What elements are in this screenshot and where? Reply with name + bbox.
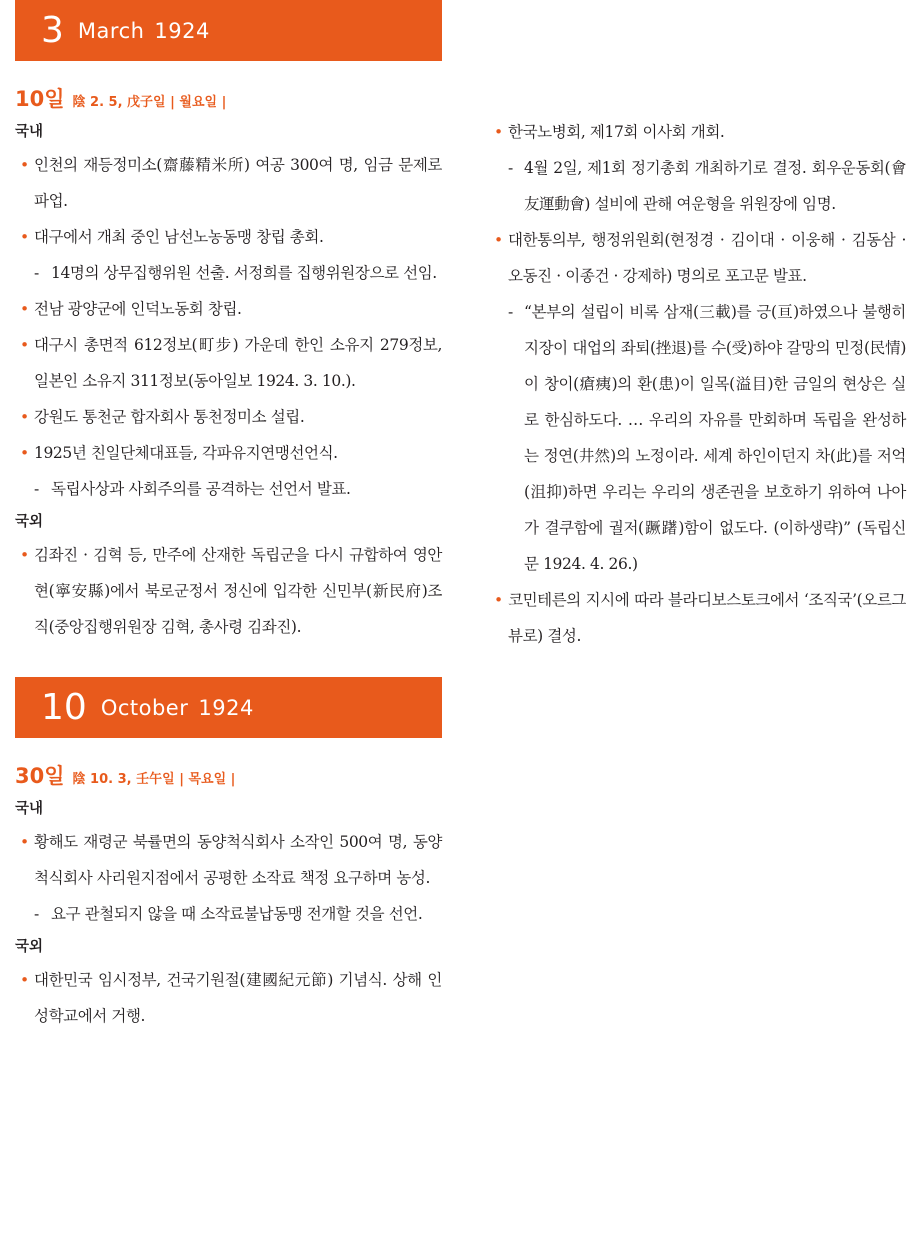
event-item: • 황해도 재령군 북률면의 동양척식회사 소작인 500여 명, 동양척식회사 사리원지점에서 공평한 소작료 책정 요구하며 농성. (15, 824, 442, 896)
lunar-date-weekday: 陰 2. 5, 戊子일 | 월요일 | (72, 95, 227, 110)
day-heading (15, 83, 442, 117)
section-domestic: 국내 (15, 801, 44, 817)
month-banner-october (15, 677, 442, 738)
event-item: • 인천의 재등정미소(齋藤精米所) 여공 300여 명, 임금 문제로 파업. (15, 147, 442, 219)
section-foreign: 국외 (15, 514, 44, 530)
month-number: 3 (41, 10, 64, 51)
month-banner-march (15, 0, 442, 61)
event-item: • 김좌진 · 김혁 등, 만주에 산재한 독립군을 다시 규합하여 영안현(寧安縣)에서 북로군정서 정신에 입각한 신민부(新民府)조직(중앙집행위원장 김혁, 총사령 김좌진). (15, 537, 442, 645)
event-item: • 코민테른의 지시에 따라 블라디보스토크에서 ‘조직국’(오르그뷰로) 결성. (494, 582, 906, 654)
event-detail: - 14명의 상무집행위원 선출. 서정희를 집행위원장으로 선임. (15, 255, 442, 291)
month-title: March 1924 (77, 18, 210, 43)
section-foreign: 국외 (15, 939, 44, 955)
lunar-date-weekday: 陰 10. 3, 壬午일 | 목요일 | (72, 772, 236, 787)
event-item: • 전남 광양군에 인덕노동회 창립. (15, 291, 442, 327)
event-detail: - 독립사상과 사회주의를 공격하는 선언서 발표. (15, 471, 442, 507)
section-domestic: 국내 (15, 124, 44, 140)
month-number: 10 (41, 687, 87, 728)
event-item: • 대한통의부, 행정위원회(현정경 · 김이대 · 이웅해 · 김동삼 · 오동진 · 이종건 · 강제하) 명의로 포고문 발표. (494, 222, 906, 294)
event-item: • 1925년 친일단체대표들, 각파유지연맹선언식. (15, 435, 442, 471)
event-item: • 대한민국 임시정부, 건국기원절(建國紀元節) 기념식. 상해 인성학교에서 거행. (15, 962, 442, 1034)
day-number: 10일 (15, 87, 65, 111)
october-block (15, 677, 442, 1034)
event-detail: - 요구 관철되지 않을 때 소작료불납동맹 전개할 것을 선언. (15, 896, 442, 932)
month-title: October 1924 (100, 695, 254, 720)
event-item: • 강원도 통천군 합자회사 통천정미소 설립. (15, 399, 442, 435)
right-column (494, 114, 906, 654)
event-item: • 대구시 총면적 612정보(町步) 가운데 한인 소유지 279정보, 일본인 소유지 311정보(동아일보 1924. 3. 10.). (15, 327, 442, 399)
event-item: • 대구에서 개최 중인 남선노농동맹 창립 총회. (15, 219, 442, 255)
day-heading (15, 760, 442, 794)
proclamation-quote: - “본부의 설립이 비록 삼재(三載)를 긍(亘)하였으나 불행히 지장이 대업의 좌퇴(挫退)를 수(受)하야 갈망의 민정(民情)이 창이(瘡痍)의 환(患)이 일목(溢目)한 금일의 현상은 실로 한심하도다. … 우리의 자유를 만회하며 독립을 완성하는 정연(井然)의 노정이라. 세계 하인이던지 차(此)를 저억(沮抑)하면 우리는 우리의 생존권을 보호하기 위하여 나아가 결쿠함에 궐저(蹶躇)함이 없도다. (이하생략)” (독립신문 1924. 4. 26.) (494, 294, 906, 582)
left-column (15, 0, 442, 1034)
event-item: • 한국노병회, 제17회 이사회 개회. (494, 114, 906, 150)
event-detail: - 4월 2일, 제1회 정기총회 개최하기로 결정. 회우운동회(會友運動會) 설비에 관해 여운형을 위원장에 임명. (494, 150, 906, 222)
day-number: 30일 (15, 764, 65, 788)
